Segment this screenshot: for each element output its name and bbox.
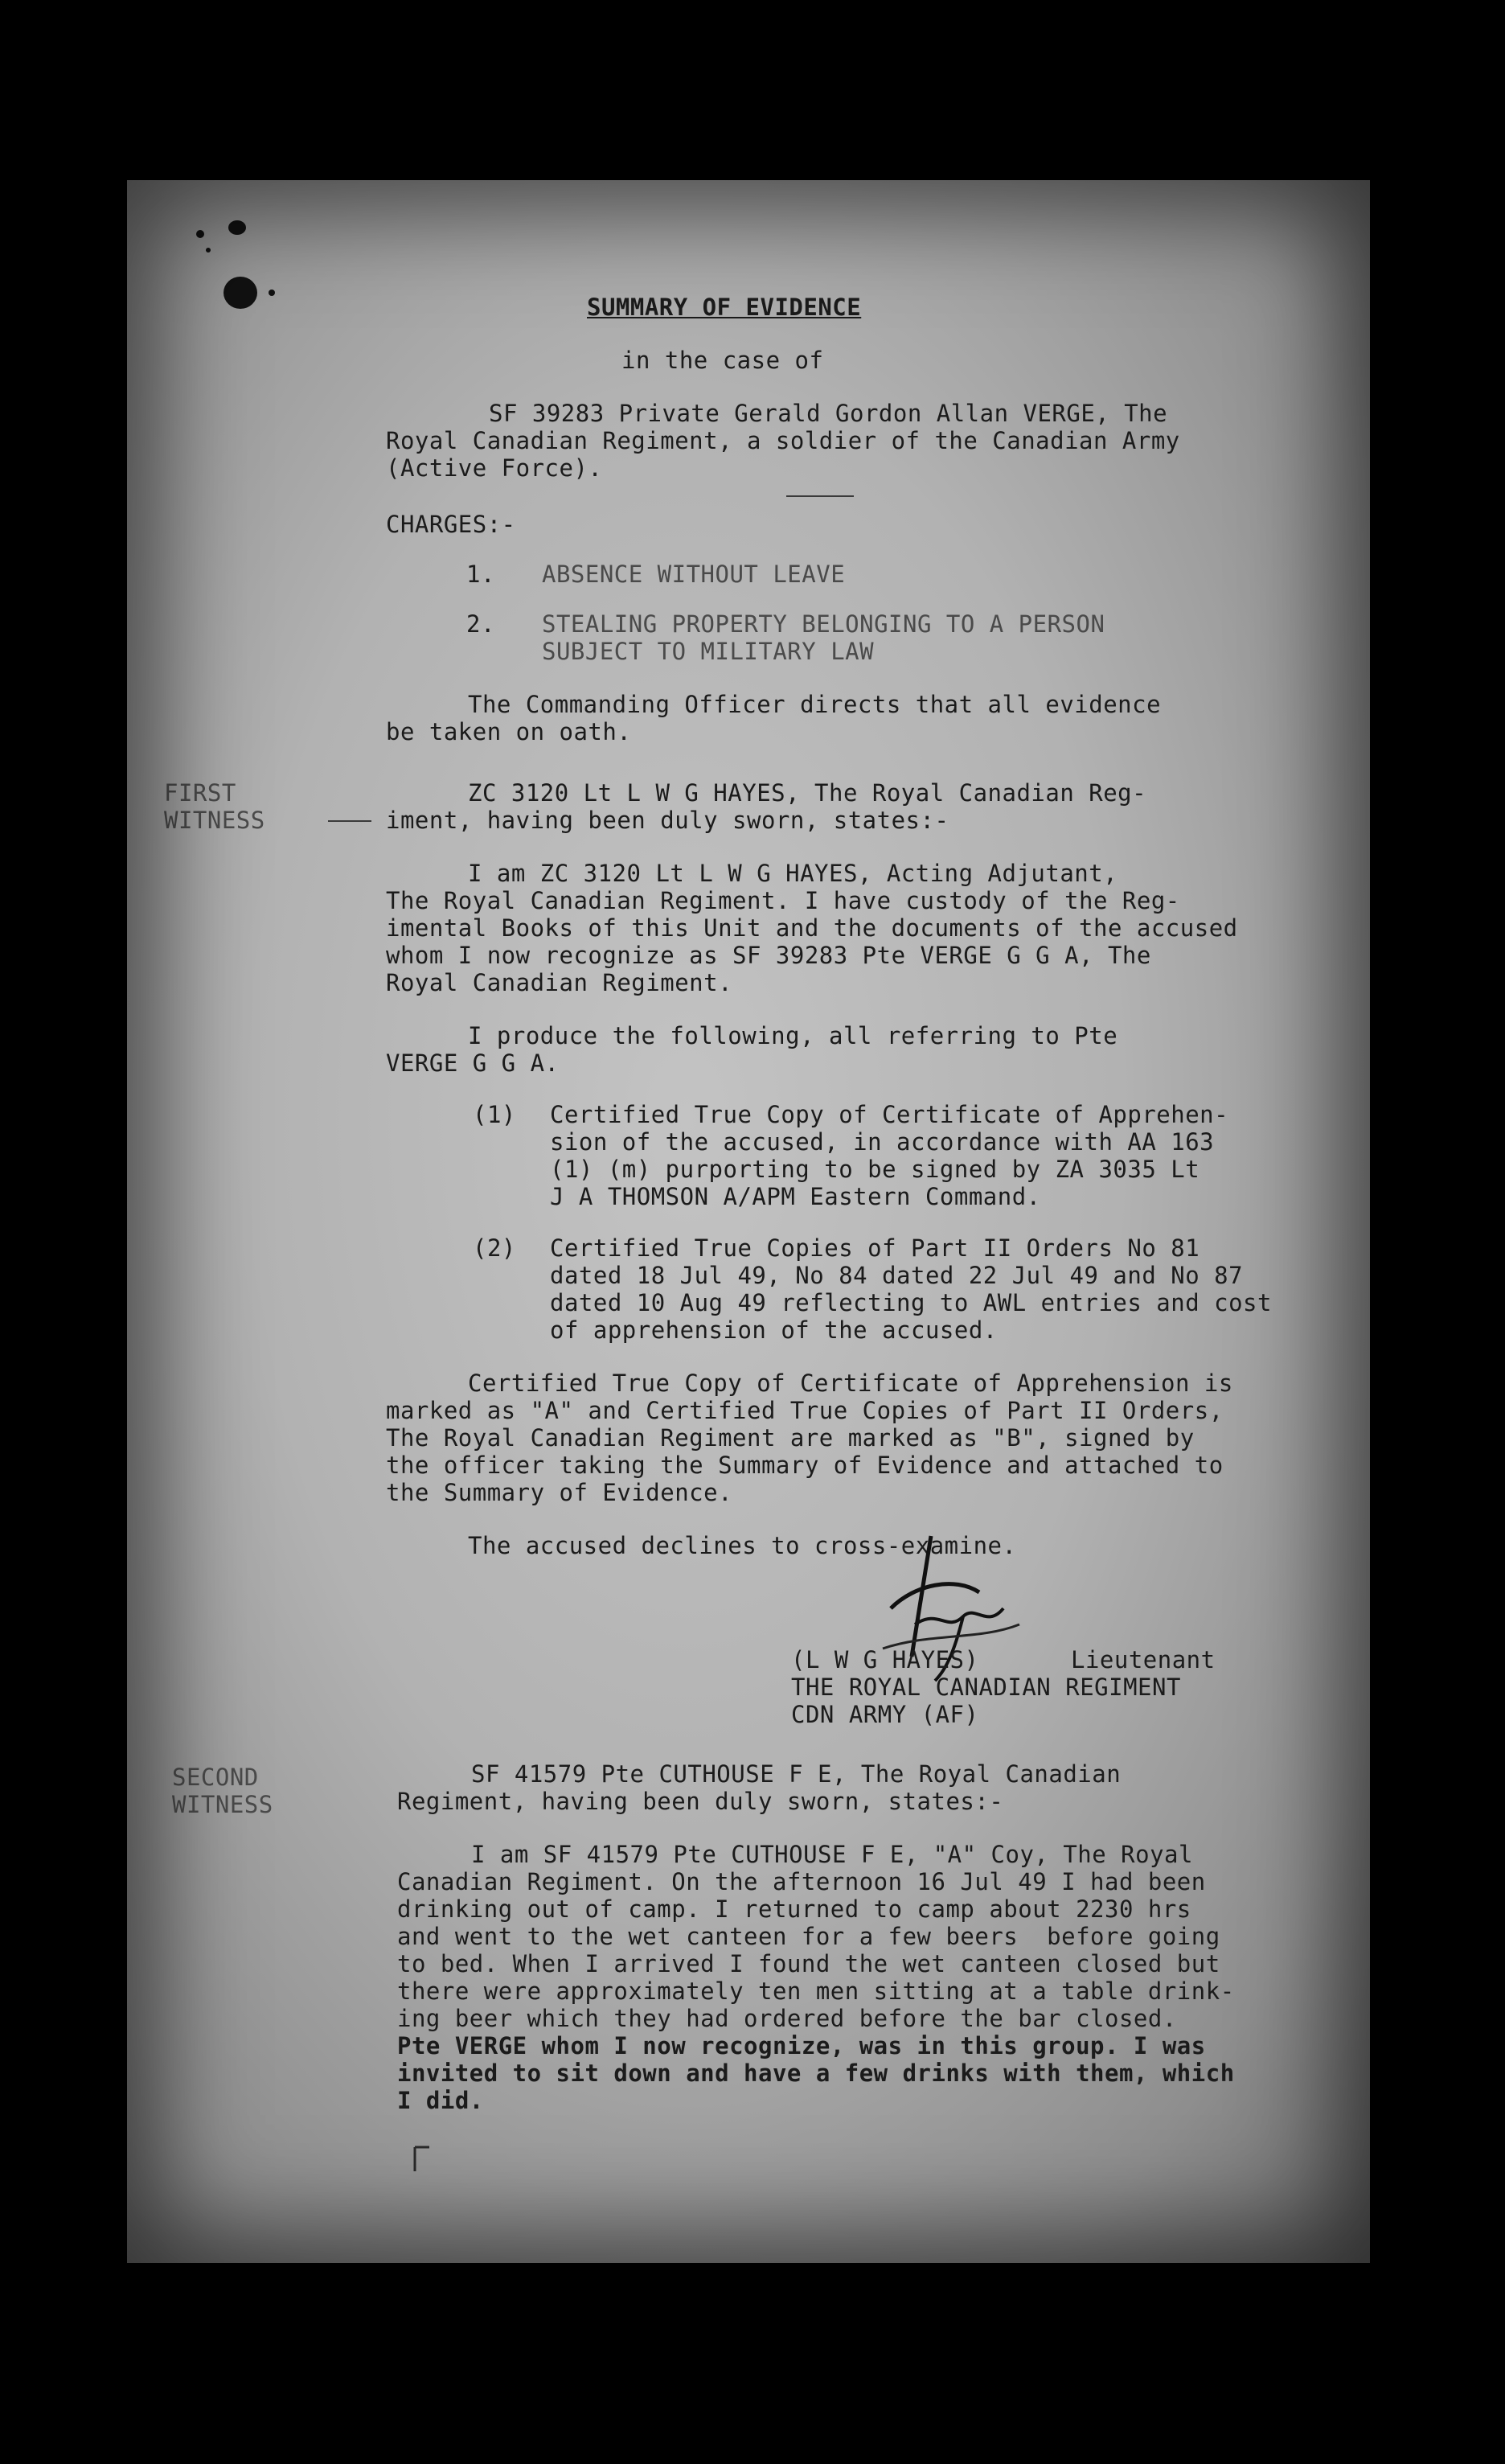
first-witness-p2-line-2: VERGE G G A.: [386, 1049, 560, 1077]
first-witness-p1-line-3: imental Books of this Unit and the documents of the accused: [386, 914, 1238, 942]
exhibit-2-line-3: dated 10 Aug 49 reflecting to AWL entries and cost: [550, 1289, 1272, 1316]
document-subtitle: in the case of: [621, 347, 824, 374]
first-witness-p2-line-1: I produce the following, all referring to Pte: [468, 1022, 1118, 1049]
signoff-army: CDN ARMY (AF): [791, 1701, 979, 1728]
signoff-unit: THE ROYAL CANADIAN REGIMENT: [791, 1673, 1181, 1701]
second-witness-intro-1: SF 41579 Pte CUTHOUSE F E, The Royal Canadian: [471, 1760, 1122, 1788]
accused-line-1: SF 39283 Private Gerald Gordon Allan VERGE, The: [489, 400, 1168, 427]
ink-blot: [196, 230, 204, 238]
signoff-name: (L W G HAYES): [791, 1646, 979, 1673]
first-witness-p3-line-1: Certified True Copy of Certificate of Apprehension is: [468, 1370, 1233, 1397]
exhibit-1-line-2: sion of the accused, in accordance with AA 163: [550, 1128, 1215, 1156]
exhibit-1-line-1: Certified True Copy of Certificate of Apprehen-: [550, 1101, 1229, 1128]
exhibit-1-line-3: (1) (m) purporting to be signed by ZA 3035 Lt: [550, 1156, 1200, 1183]
first-witness-p1-line-2: The Royal Canadian Regiment. I have custody of the Reg-: [386, 887, 1180, 914]
second-witness-p1-line-1: I am SF 41579 Pte CUTHOUSE F E, "A" Coy, The Royal: [471, 1841, 1193, 1868]
first-witness-margin-label-1: FIRST: [164, 779, 236, 807]
second-witness-p1-line-5: to bed. When I arrived I found the wet canteen closed but: [397, 1950, 1220, 1977]
charge-2-number: 2.: [466, 610, 495, 638]
accused-line-2: Royal Canadian Regiment, a soldier of the Canadian Army: [386, 427, 1180, 454]
ink-blot: [269, 290, 275, 296]
first-witness-intro-1: ZC 3120 Lt L W G HAYES, The Royal Canadian Reg-: [468, 779, 1147, 807]
exhibit-2-line-2: dated 18 Jul 49, No 84 dated 22 Jul 49 and No 87: [550, 1262, 1244, 1289]
second-witness-p1-line-9: invited to sit down and have a few drinks with them, which: [397, 2059, 1235, 2087]
second-witness-p1-line-10: I did.: [397, 2087, 484, 2114]
document-page: [127, 180, 1370, 2263]
first-witness-p1-line-4: whom I now recognize as SF 39283 Pte VERGE G G A, The: [386, 942, 1151, 969]
accused-line-3: (Active Force).: [386, 454, 603, 482]
second-witness-p1-line-4: and went to the wet canteen for a few beers before going: [397, 1923, 1220, 1950]
directive-line-2: be taken on oath.: [386, 718, 632, 745]
second-witness-p1-line-6: there were approximately ten men sitting at a table drink-: [397, 1977, 1235, 2005]
ink-blot: [223, 277, 257, 309]
ink-blot: [206, 248, 211, 253]
second-witness-p1-line-7: ing beer which they had ordered before the bar closed.: [397, 2005, 1177, 2032]
first-witness-p3-line-3: The Royal Canadian Regiment are marked as "B", signed by: [386, 1424, 1195, 1452]
document-title: SUMMARY OF EVIDENCE: [587, 294, 862, 321]
exhibit-2-number: (2): [473, 1234, 516, 1262]
short-rule: [786, 495, 854, 497]
directive-line-1: The Commanding Officer directs that all evidence: [468, 691, 1162, 718]
first-witness-margin-label-2: WITNESS: [164, 807, 265, 834]
exhibit-1-number: (1): [473, 1101, 516, 1128]
first-witness-p4: The accused declines to cross-examine.: [468, 1532, 1017, 1559]
first-witness-p3-line-4: the officer taking the Summary of Evidence and attached to: [386, 1452, 1224, 1479]
exhibit-2-line-4: of apprehension of the accused.: [550, 1316, 998, 1344]
charge-1-text: ABSENCE WITHOUT LEAVE: [542, 561, 846, 588]
signoff-rank: Lieutenant: [1071, 1646, 1216, 1673]
first-witness-p1-line-5: Royal Canadian Regiment.: [386, 969, 733, 996]
charge-2-text-line-2: SUBJECT TO MILITARY LAW: [542, 638, 875, 665]
second-witness-intro-2: Regiment, having been duly sworn, states:-: [397, 1788, 1004, 1815]
first-witness-p3-line-2: marked as "A" and Certified True Copies of Part II Orders,: [386, 1397, 1224, 1424]
second-witness-p1-line-3: drinking out of camp. I returned to camp about 2230 hrs: [397, 1895, 1191, 1923]
stray-mark: [412, 2144, 436, 2176]
exhibit-1-line-4: J A THOMSON A/APM Eastern Command.: [550, 1183, 1041, 1210]
first-witness-p1-line-1: I am ZC 3120 Lt L W G HAYES, Acting Adjutant,: [468, 860, 1118, 887]
ink-blot: [228, 220, 246, 235]
first-witness-intro-2: iment, having been duly sworn, states:-: [386, 807, 949, 834]
charge-1-number: 1.: [466, 561, 495, 588]
exhibit-2-line-1: Certified True Copies of Part II Orders No 81: [550, 1234, 1200, 1262]
second-witness-margin-label-2: WITNESS: [172, 1791, 273, 1818]
second-witness-p1-line-8: Pte VERGE whom I now recognize, was in this group. I was: [397, 2032, 1206, 2059]
charges-heading: CHARGES:-: [386, 511, 516, 538]
margin-dash: [328, 820, 371, 822]
first-witness-p3-line-5: the Summary of Evidence.: [386, 1479, 733, 1506]
second-witness-margin-label-1: SECOND: [172, 1764, 259, 1791]
second-witness-p1-line-2: Canadian Regiment. On the afternoon 16 Jul 49 I had been: [397, 1868, 1206, 1895]
charge-2-text-line-1: STEALING PROPERTY BELONGING TO A PERSON: [542, 610, 1105, 638]
